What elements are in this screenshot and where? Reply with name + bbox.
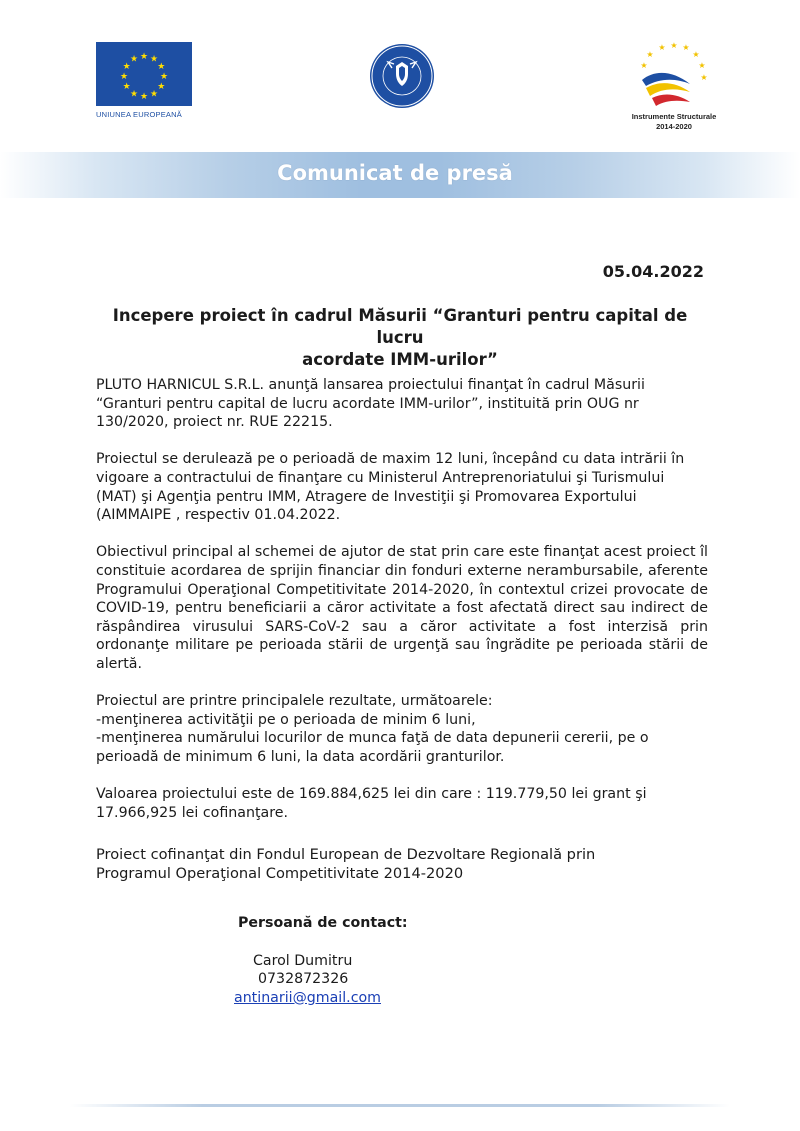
document-date: 05.04.2022 [602,262,704,281]
svg-text:★: ★ [646,50,654,59]
project-value-line1: Valoarea proiectului este de 169.884,625 lei din care : 119.779,50 lei grant şi [96,786,647,803]
svg-text:★: ★ [700,73,708,82]
structural-instruments-caption-line2: 2014-2020 [656,122,692,131]
contact-block [234,914,438,1007]
svg-text:★: ★ [129,54,139,65]
government-seal-logo [368,42,436,110]
eu-logo [96,42,192,122]
contact-name: Carol Dumitru [253,952,353,969]
svg-text:★: ★ [139,92,149,102]
results-section [96,692,708,766]
svg-text:★: ★ [119,72,129,82]
result-item: -menţinerea numărului locurilor de munca faţă de data depunerii cererii, pe o perioadă de minimum 6 luni, la data acordării granturilor. [96,730,649,765]
results-intro: Proiectul are printre principalele rezultate, următoarele: [96,693,493,710]
svg-text:★: ★ [122,82,131,92]
structural-instruments-logo [624,40,734,140]
svg-text:★: ★ [658,43,666,52]
document-body [96,376,708,902]
svg-text:★: ★ [159,72,169,82]
eu-flag-icon [96,42,192,106]
svg-text:★: ★ [682,43,690,52]
structural-instruments-caption [624,112,724,132]
svg-text:★: ★ [139,52,149,62]
project-value-line2: 17.966,925 lei cofinanţare. [96,804,288,821]
press-release-banner [0,152,800,198]
contact-label: Persoană de contact: [238,915,408,931]
paragraph-announcement: PLUTO HARNICUL S.R.L. anunţă lansarea proiectului finanţat în cadrul Măsurii “Granturi pentru capital de lucru acordate IMM-urilor”, instituită prin OUG nr 130/2020, proiect nr. RUE 22215. [96,377,645,431]
funding-line1: Proiect cofinanţat din Fondul European de Dezvoltare Regională prin [96,846,596,864]
svg-text:★: ★ [640,61,648,70]
svg-text:★: ★ [129,89,139,100]
funding-line2: Programul Operaţional Competitivitate 2014-2020 [96,864,464,882]
project-value [96,785,708,822]
svg-text:★: ★ [149,54,159,65]
banner-title: Comunicat de presă [277,161,513,185]
contact-email-link[interactable]: antinarii@gmail.com [234,989,381,1006]
footer-divider [70,1104,730,1107]
paragraph-objective: Obiectivul principal al schemei de ajutor de stat prin care este finanţat acest proiect îl constituie acordarea de sprijin financiar din fonduri externe nerambursabile, aferente Programului Operaţional Competitivitate 2014-2020, în contextul crizei provocate de COVID-19, pentru beneficiarii a căror activitate a fost afectată direct sau indirect de răspândirea virusului SARS-CoV-2 sau a căror activitate a fost interzisă prin ordonanţe militare pe perioada stării de urgenţă sau îngrădite pe perioada stării de alertă. [96,544,708,672]
svg-text:★: ★ [122,62,131,72]
funding-statement [96,846,708,883]
svg-text:★: ★ [157,62,166,72]
svg-text:★: ★ [149,89,159,100]
paragraph-duration: Proiectul se derulează pe o perioadă de maxim 12 luni, începând cu data intrării în vigoare a contractului de finanţare cu Ministerul Antreprenoriatului şi Turismului (MAT) şi Agenţia pentru IMM, Atragere de Investiţii şi Promovarea Exportului (AIMMAIPE , respectiv 01.04.2022. [96,451,685,524]
document-headline [96,305,704,371]
result-item: -menţinerea activităţii pe o perioada de minim 6 luni, [96,711,476,728]
header-logos [0,0,800,150]
svg-text:★: ★ [698,61,706,70]
svg-text:★: ★ [157,82,166,92]
structural-instruments-caption-line1: Instrumente Structurale [631,112,717,121]
contact-phone: 0732872326 [258,971,349,988]
svg-text:★: ★ [692,50,700,59]
svg-text:★: ★ [670,41,678,50]
headline-line1: Incepere proiect în cadrul Măsurii “Granturi pentru capital de lucru [112,306,688,347]
eu-logo-caption: UNIUNEA EUROPEANĂ [96,110,182,119]
headline-line2: acordate IMM-urilor” [302,350,498,369]
